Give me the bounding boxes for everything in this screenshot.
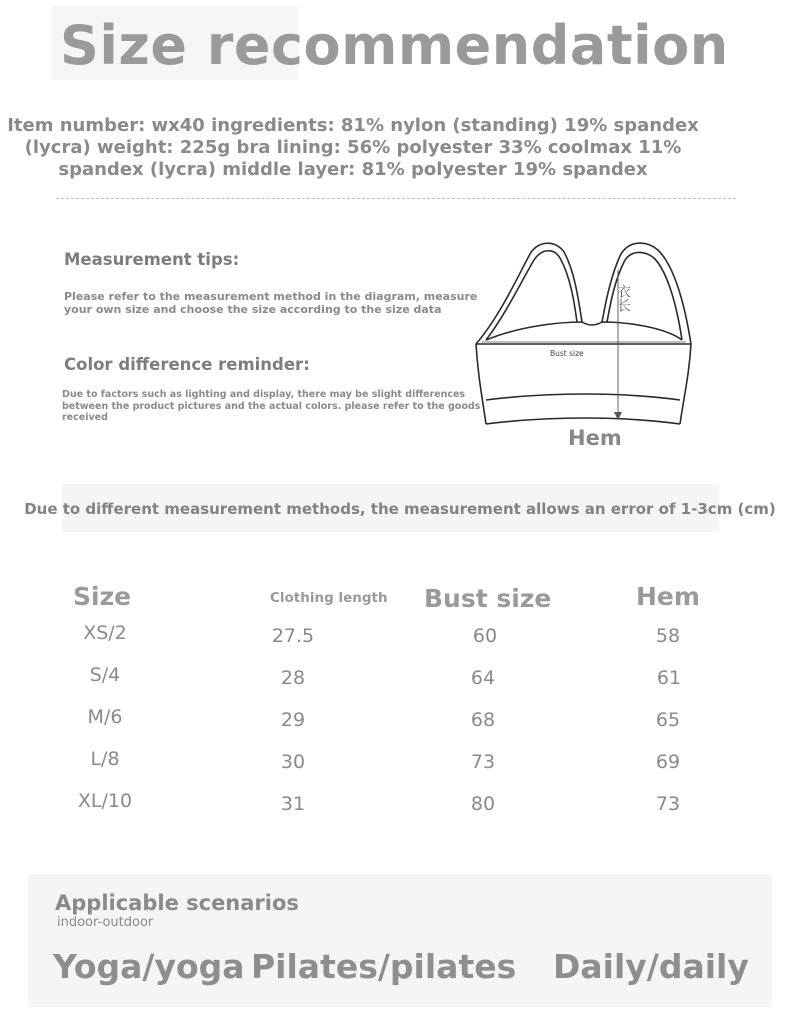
tips-line: your own size and choose the size according to the size data (64, 303, 442, 316)
table-cell-size: XL/10 (77, 790, 133, 812)
size-header: Size (73, 582, 132, 611)
bust-size-label: Bust size (550, 349, 584, 358)
materials-line: (lycra) weight: 225g bra lining: 56% polyester 33% coolmax 11% (24, 137, 682, 158)
measurement-error-note: Due to different measurement methods, the measurement allows an error of 1-3cm (cm) (24, 500, 776, 518)
hem-label: Hem (568, 426, 622, 450)
reminder-line: between the product pictures and the actual colors. please refer to the goods (62, 400, 481, 412)
color-reminder-heading: Color difference reminder: (64, 355, 310, 374)
table-cell-hem: 58 (655, 625, 681, 647)
scenarios-subtitle: indoor-outdoor (57, 915, 154, 930)
bra-measurement-diagram (470, 236, 710, 436)
color-reminder-text (62, 389, 480, 424)
table-cell-bust: 64 (470, 667, 496, 689)
measurement-tips-text (64, 290, 477, 316)
table-cell-length: 31 (280, 793, 306, 815)
table-cell-bust: 73 (470, 751, 496, 773)
table-cell-size: XS/2 (83, 622, 127, 644)
materials-line: spandex (lycra) middle layer: 81% polyester 19% spandex (58, 159, 648, 180)
tips-line: Please refer to the measurement method in the diagram, measure (64, 290, 478, 303)
reminder-line: Due to factors such as lighting and display, there may be slight differences (62, 389, 466, 400)
scenario-pilates: Pilates/pilates (251, 947, 517, 986)
length-label: 衣长 (615, 284, 631, 312)
measurement-tips-heading: Measurement tips: (64, 250, 240, 269)
table-cell-bust: 60 (472, 625, 498, 647)
table-cell-hem: 69 (655, 751, 681, 773)
materials-description (0, 115, 706, 181)
scenarios-title: Applicable scenarios (55, 891, 299, 915)
table-cell-bust: 68 (470, 709, 496, 731)
table-cell-length: 29 (280, 709, 306, 731)
table-cell-hem: 65 (655, 709, 681, 731)
clothing-length-header: Clothing length (270, 590, 388, 606)
materials-line: Item number: wx40 ingredients: 81% nylon (standing) 19% spandex (7, 115, 699, 136)
table-cell-length: 30 (280, 751, 306, 773)
table-cell-size: M/6 (87, 706, 123, 728)
reminder-line: received (62, 412, 108, 423)
table-cell-size: L/8 (90, 748, 120, 770)
table-cell-length: 28 (280, 667, 306, 689)
bust-size-header: Bust size (424, 584, 552, 613)
page-title: Size recommendation (60, 14, 729, 77)
table-cell-bust: 80 (470, 793, 496, 815)
scenario-daily: Daily/daily (553, 947, 749, 986)
table-cell-hem: 61 (656, 667, 682, 689)
hem-header: Hem (636, 582, 700, 611)
table-cell-size: S/4 (89, 664, 121, 686)
scenario-yoga: Yoga/yoga (53, 947, 245, 986)
table-cell-hem: 73 (655, 793, 681, 815)
section-divider (56, 198, 736, 199)
table-cell-length: 27.5 (271, 625, 315, 647)
